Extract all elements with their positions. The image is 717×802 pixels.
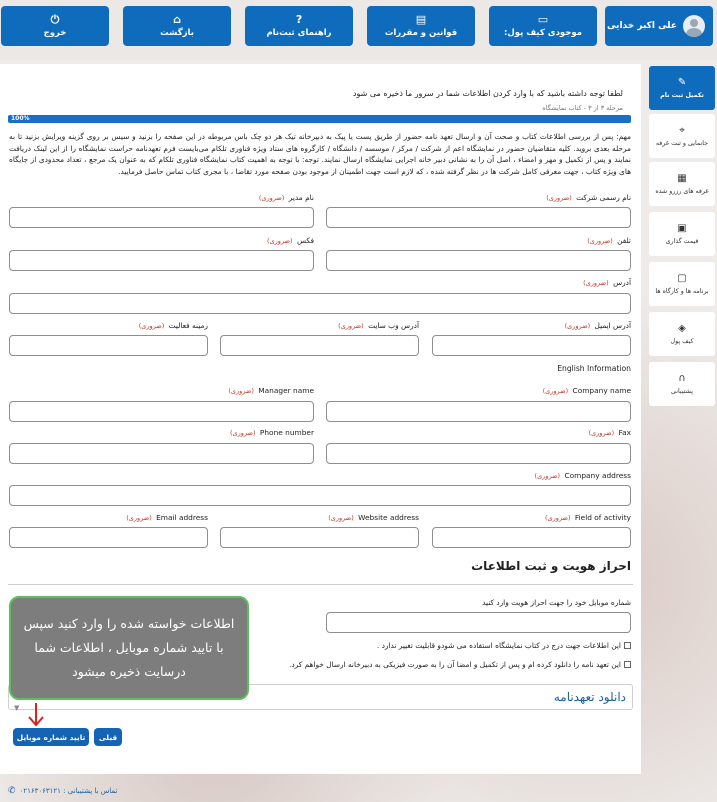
website-en-input[interactable] <box>220 527 419 548</box>
help-icon: ? <box>295 13 303 26</box>
location-icon: ⌖ <box>679 124 685 136</box>
tag-icon: ◈ <box>678 322 686 334</box>
address-en-label: Company address (ضروری) <box>534 471 631 480</box>
english-info-heading: English Information <box>557 364 631 373</box>
phone-en-input[interactable] <box>9 443 314 464</box>
email-en-input[interactable] <box>9 527 208 548</box>
registration-guide-button[interactable]: ? راهنمای ثبت‌نام <box>245 6 353 46</box>
email-fa-label: آدرس ایمیل (ضروری) <box>564 321 631 330</box>
sidebar-item-complete-registration[interactable]: ✎ تکمیل ثبت نام <box>649 66 715 110</box>
user-card[interactable] <box>605 6 713 46</box>
address-fa-input[interactable] <box>9 293 631 314</box>
phone-fa-label: تلفن (ضروری) <box>587 236 631 245</box>
identity-section-title: احراز هویت و ثبت اطلاعات <box>471 559 631 573</box>
fax-fa-label: فکس (ضروری) <box>267 236 314 245</box>
footer <box>8 786 117 796</box>
red-arrow-icon <box>26 702 46 728</box>
wallet-icon: ▭ <box>537 13 549 26</box>
sidebar-item-booth-placement[interactable]: ⌖ جانمایی و ثبت غرفه <box>649 114 715 158</box>
home-icon: ⌂ <box>173 13 181 26</box>
instruction-callout: اطلاعات خواسته شده را وارد کنید سپس با تایید شماره موبایل ، اطلاعات شما درسایت ذخیره میشود <box>9 596 249 700</box>
manager-name-en-input[interactable] <box>9 401 314 422</box>
save-note: لطفا توجه داشته باشید که با وارد کردن اطلاعات شما در سرور ما ذخیره می شود <box>352 89 623 98</box>
fax-fa-input[interactable] <box>9 250 314 271</box>
manager-name-fa-input[interactable] <box>9 207 314 228</box>
data-lock-checkbox[interactable] <box>624 642 631 649</box>
calendar-icon: ▢ <box>677 272 687 284</box>
data-lock-checkbox-row[interactable]: این اطلاعات جهت درج در کتاب نمایشگاه استفاده می شودو قابلیت تغییر ندارد . <box>377 641 631 650</box>
field-en-input[interactable] <box>432 527 631 548</box>
sidebar-item-support[interactable]: ∩ پشتیبانی <box>649 362 715 406</box>
company-name-en-input[interactable] <box>326 401 631 422</box>
phone-en-label: Phone number (ضروری) <box>230 428 314 437</box>
user-name: علی اکبر خدایی <box>606 21 677 31</box>
sidebar-item-pricing[interactable]: ▣ قیمت گذاری <box>649 212 715 256</box>
download-commitment-panel[interactable]: دانلود تعهدنامه <box>8 684 633 710</box>
rules-button[interactable]: ▤ قوانین و مقررات <box>367 6 475 46</box>
progress-bar <box>8 115 631 123</box>
intro-text: مهم: پس از بررسی اطلاعات کتاب و صحت آن و ارسال تعهد نامه حضور از طریق پست یا پیک به دبیرخانه تیک هر دو چک باس مربوطه در این صفحه را بزنید و سیس بر روی گزینه ویرایش بزنید تا به مرحله بعدی بروید. کلیه متقاضیان حضور در نمایشگاه اعم از شرکت / مرکز / موسسه / دانشگاه / کارگروه های ستاد ویژه فناوری تلکام می‌بایست فرم تعهدنامه حراست نمایشگاه را از این لینک دریافت نمایند و پس از تکمیل و مهر و امضاء ، اصل آن را به نشانی دبیر خانه اجرایی نمایشگاه ارسال نمایند. توجه: با توجه به اهمیت کتاب نمایشگاه فناوری تلکام که به عنوان یک مرجع ، تعداد محدودی از جایگاه های ویژه کتاب ، جهت معرفی کامل شرکت ها در نظر گرفته شده ، که لازم است جهت اطمینان از موجود بودن صفحه مورد تقاضا ، با مجری کتاب تماس حاصل فرمایید. <box>9 132 631 176</box>
email-en-label: Email address (ضروری) <box>126 513 208 522</box>
support-phone[interactable]: تماس با پشتیبانی : ۰۲۱۶۳۰۶۳۱۲۱ <box>19 787 118 795</box>
phone-fa-input[interactable] <box>326 250 631 271</box>
booth-icon: ▦ <box>677 172 687 184</box>
avatar <box>683 15 705 37</box>
field-fa-label: زمینه فعالیت (ضروری) <box>138 321 208 330</box>
commitment-checkbox-row[interactable]: این تعهد نامه را دانلود کرده ام و پس از تکمیل و امضا آن را به صورت فیزیکی به دبیرخانه ارسال خواهم کرد. <box>289 660 631 669</box>
edit-icon: ✎ <box>677 76 687 88</box>
fax-en-input[interactable] <box>326 443 631 464</box>
field-en-label: Field of activity (ضروری) <box>544 513 631 522</box>
sidebar-item-wallet[interactable]: ◈ کیف پول <box>649 312 715 356</box>
dropdown-arrow-icon[interactable]: ▼ <box>14 704 20 712</box>
sidebar <box>647 64 717 419</box>
progress-label: 100% <box>11 115 30 122</box>
wallet-balance-button[interactable]: ▭ موجودی کیف پول: <box>489 6 597 46</box>
previous-button[interactable]: قبلی <box>94 728 122 746</box>
website-fa-input[interactable] <box>220 335 419 356</box>
sidebar-item-programs[interactable]: ▢ برنامه ها و کارگاه ها <box>649 262 715 306</box>
confirm-mobile-button[interactable]: تایید شماره موبایل <box>13 728 89 746</box>
fax-en-label: Fax (ضروری) <box>588 428 631 437</box>
sidebar-item-reserved-booths[interactable]: ▦ غرفه های رزرو شده <box>649 162 715 206</box>
address-fa-label: آدرس (ضروری) <box>583 278 631 287</box>
address-en-input[interactable] <box>9 485 631 506</box>
headset-icon: ∩ <box>678 372 686 384</box>
step-indicator: مرحله ۳ از ۳ - کتاب نمایشگاه <box>542 104 623 112</box>
company-name-fa-input[interactable] <box>326 207 631 228</box>
section-divider <box>8 584 633 585</box>
commitment-checkbox[interactable] <box>624 661 631 668</box>
manager-name-fa-label: نام مدیر (ضروری) <box>258 193 314 202</box>
top-bar <box>0 0 717 52</box>
calculator-icon: ▣ <box>677 222 687 234</box>
power-icon: ⏻ <box>50 13 60 26</box>
mobile-label: شماره موبایل خود را جهت احراز هویت وارد کنید <box>482 598 631 607</box>
phone-icon: ✆ <box>8 786 16 796</box>
website-fa-label: آدرس وب سایت (ضروری) <box>338 321 419 330</box>
company-name-fa-label: نام رسمی شرکت (ضروری) <box>546 193 631 202</box>
document-icon: ▤ <box>415 13 427 26</box>
back-button[interactable]: ⌂ بازگشت <box>123 6 231 46</box>
website-en-label: Website address (ضروری) <box>328 513 419 522</box>
field-fa-input[interactable] <box>9 335 208 356</box>
company-name-en-label: Company name (ضروری) <box>542 386 631 395</box>
logout-button[interactable]: ⏻ خروج <box>1 6 109 46</box>
email-fa-input[interactable] <box>432 335 631 356</box>
manager-name-en-label: Manager name (ضروری) <box>228 386 314 395</box>
mobile-input[interactable] <box>326 612 631 633</box>
